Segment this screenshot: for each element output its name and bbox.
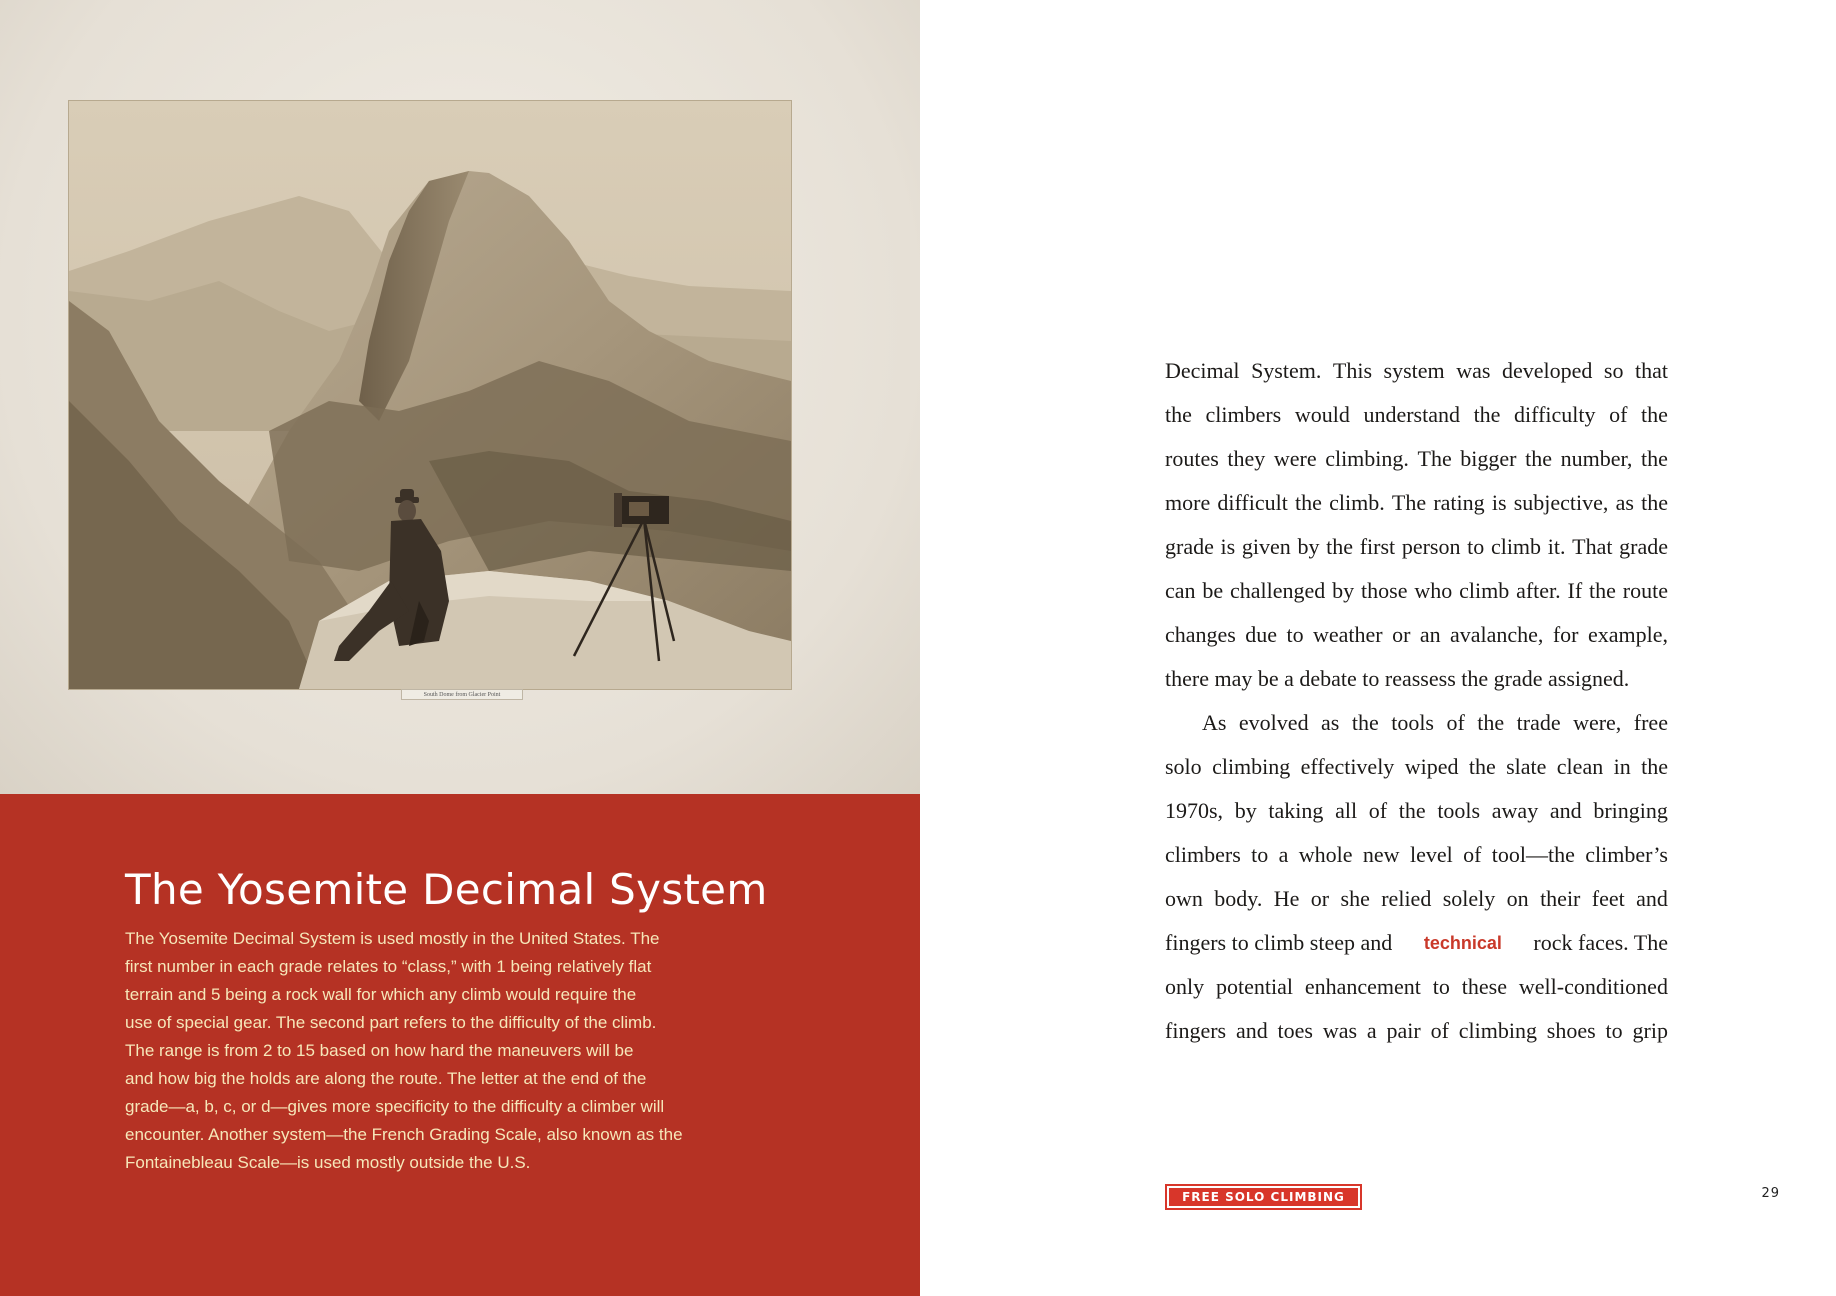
body-word: the (1477, 710, 1505, 735)
body-line: there may be a debate to reassess the grade assigned. (1165, 666, 1630, 691)
body-word: example, (1587, 622, 1668, 647)
body-word: avalanche, (1450, 622, 1544, 647)
sidebar-line: grade—a, b, c, or d—gives more specificity to the difficulty a climber will (125, 1097, 665, 1116)
body-word: climber’s (1585, 842, 1668, 867)
body-word: she (1340, 886, 1370, 911)
body-word: it. (1547, 534, 1566, 559)
body-word: grade (1619, 534, 1668, 559)
body-word: and (1636, 886, 1668, 911)
body-word: as (1321, 710, 1340, 735)
body-text-segment: rock faces. The (1533, 930, 1668, 955)
body-word: difficult (1217, 490, 1288, 515)
body-word: was (1456, 358, 1491, 383)
body-word: climbers (1165, 842, 1241, 867)
body-word: of (1368, 798, 1388, 823)
body-word: by (1332, 578, 1355, 603)
body-word: only (1165, 974, 1205, 999)
body-word: effectively (1300, 754, 1395, 779)
body-word: feet (1591, 886, 1625, 911)
body-word: the (1165, 402, 1192, 427)
body-word: by (1297, 534, 1320, 559)
body-line (1165, 877, 1668, 921)
body-word: to (1467, 534, 1485, 559)
body-word: the (1641, 754, 1668, 779)
body-word: to (1432, 974, 1450, 999)
body-word: climbing. (1325, 446, 1409, 471)
body-word: trade (1516, 710, 1561, 735)
body-word: in (1613, 754, 1631, 779)
body-line (1165, 481, 1668, 525)
body-line (1165, 437, 1668, 481)
sidebar-body (125, 925, 795, 1177)
body-word: the (1589, 578, 1616, 603)
body-word: grip (1632, 1018, 1668, 1043)
body-word: As (1202, 710, 1227, 735)
body-word: of (1430, 1018, 1449, 1043)
body-word: changes (1165, 622, 1236, 647)
body-word: was (1322, 1018, 1358, 1043)
body-word: bringing (1593, 798, 1668, 823)
body-word: He (1273, 886, 1300, 911)
body-word: is (1491, 490, 1507, 515)
body-word: to (1251, 842, 1269, 867)
body-word: That (1572, 534, 1613, 559)
body-word: were (1273, 446, 1317, 471)
body-word: The (1417, 446, 1452, 471)
body-word: system (1383, 358, 1445, 383)
body-text-segment: fingers to climb steep and (1165, 930, 1393, 955)
body-word: the (1641, 402, 1668, 427)
body-line (1165, 525, 1668, 569)
body-word: shoes (1546, 1018, 1596, 1043)
body-word: subjective, (1513, 490, 1609, 515)
body-word: or (1392, 622, 1411, 647)
book-title-label: FREE SOLO CLIMBING (1169, 1188, 1358, 1206)
body-line (1165, 745, 1668, 789)
body-word: for (1552, 622, 1579, 647)
body-word: that (1634, 358, 1668, 383)
body-word: evolved (1238, 710, 1309, 735)
body-word: so (1603, 358, 1624, 383)
body-word: This (1332, 358, 1373, 383)
body-word: Decimal (1165, 358, 1240, 383)
body-word: can (1165, 578, 1196, 603)
body-line (1165, 833, 1668, 877)
body-word: new (1362, 842, 1400, 867)
body-word: the (1525, 446, 1552, 471)
body-word: the (1326, 534, 1354, 559)
body-word: the (1351, 710, 1379, 735)
body-word: the (1473, 402, 1501, 427)
body-word: The (1391, 490, 1427, 515)
body-word: and (1549, 798, 1582, 823)
body-word: of (1609, 402, 1628, 427)
body-word: body. (1214, 886, 1263, 911)
body-line (1165, 349, 1668, 393)
sidebar-box (0, 794, 920, 1296)
body-word: well-conditioned (1518, 974, 1668, 999)
body-word: given (1241, 534, 1291, 559)
body-word: would (1294, 402, 1350, 427)
body-word: grade (1165, 534, 1214, 559)
body-word: fingers (1165, 1018, 1227, 1043)
sidebar-line: use of special gear. The second part refers to the difficulty of the climb. (125, 1013, 657, 1032)
body-word: climbers (1205, 402, 1282, 427)
body-line (1165, 393, 1668, 437)
body-word: these (1461, 974, 1507, 999)
body-word: after. (1516, 578, 1561, 603)
sidebar-line: first number in each grade relates to “class,” with 1 being relatively flat (125, 957, 652, 976)
sidebar-line: and how big the holds are along the route. The letter at the end of the (125, 1069, 647, 1088)
body-line (1165, 1009, 1668, 1053)
body-word: level (1409, 842, 1453, 867)
sidebar-title: The Yosemite Decimal System (125, 865, 768, 914)
body-word: climbing (1458, 1018, 1537, 1043)
page-number: 29 (1761, 1186, 1780, 1201)
body-word: route (1622, 578, 1668, 603)
body-word: and (1235, 1018, 1268, 1043)
body-word: bigger (1460, 446, 1517, 471)
body-word: weather (1313, 622, 1383, 647)
body-word: a (1278, 842, 1289, 867)
body-word: be (1202, 578, 1224, 603)
body-word: were, (1573, 710, 1622, 735)
body-word: to (1286, 622, 1304, 647)
body-word: enhancement (1304, 974, 1421, 999)
photo-mount (0, 0, 920, 794)
body-word: wiped (1404, 754, 1459, 779)
body-word: taking (1268, 798, 1324, 823)
photo-caption: South Dome from Glacier Point (401, 689, 523, 700)
body-word: tool—the (1491, 842, 1575, 867)
body-word: or (1310, 886, 1330, 911)
body-word: away (1491, 798, 1539, 823)
body-word: challenged (1230, 578, 1326, 603)
body-word: slate (1506, 754, 1547, 779)
body-word: their (1540, 886, 1581, 911)
body-line-paragraph-start (1165, 701, 1668, 745)
body-word: solely (1442, 886, 1496, 911)
body-word: number, (1560, 446, 1633, 471)
right-page (920, 0, 1836, 1296)
sidebar-line: encounter. Another system—the French Grading Scale, also known as the (125, 1125, 683, 1144)
body-word: person (1401, 534, 1461, 559)
body-word: whole (1298, 842, 1353, 867)
body-word: rating (1433, 490, 1485, 515)
photo-illustration (69, 101, 791, 689)
body-word: understand (1363, 402, 1460, 427)
body-word: is (1220, 534, 1236, 559)
body-text (1165, 349, 1668, 1053)
body-word: first (1359, 534, 1396, 559)
body-word: 1970s, (1165, 798, 1224, 823)
book-title-badge (1165, 1184, 1362, 1210)
body-word: of (1463, 842, 1482, 867)
sidebar-line: Fontainebleau Scale—is used mostly outside the U.S. (125, 1153, 531, 1172)
body-word: climb (1490, 534, 1542, 559)
body-word: of (1446, 710, 1465, 735)
body-word: the (1468, 754, 1496, 779)
body-word: climb (1459, 578, 1510, 603)
body-word: clean (1556, 754, 1604, 779)
historic-photograph-half-dome (69, 101, 791, 689)
body-line (1165, 789, 1668, 833)
body-line (1165, 613, 1668, 657)
body-word: developed (1501, 358, 1593, 383)
body-word: pair (1386, 1018, 1421, 1043)
body-word: toes (1277, 1018, 1313, 1043)
body-word: due (1245, 622, 1278, 647)
body-word: a (1366, 1018, 1377, 1043)
body-line (1165, 569, 1668, 613)
body-word: the (1641, 490, 1668, 515)
body-word: an (1419, 622, 1441, 647)
body-word: more (1165, 490, 1211, 515)
body-word: tools (1437, 798, 1481, 823)
body-word: the (1641, 446, 1668, 471)
body-line-with-glossary-term (1165, 921, 1668, 965)
body-word: who (1414, 578, 1453, 603)
body-word: as (1615, 490, 1634, 515)
sidebar-line: terrain and 5 being a rock wall for which any climb would require the (125, 985, 637, 1004)
body-word: on (1506, 886, 1529, 911)
body-word: the (1295, 490, 1322, 515)
body-word: solo (1165, 754, 1202, 779)
body-word: to (1605, 1018, 1623, 1043)
body-word: those (1361, 578, 1408, 603)
body-word: climbing (1212, 754, 1291, 779)
body-word: difficulty (1514, 402, 1596, 427)
body-word: If (1567, 578, 1583, 603)
body-word: own (1165, 886, 1203, 911)
body-word: relied (1381, 886, 1432, 911)
body-word: potential (1216, 974, 1293, 999)
body-word: all (1335, 798, 1358, 823)
body-word: tools (1391, 710, 1434, 735)
body-line (1165, 965, 1668, 1009)
sidebar-line: The range is from 2 to 15 based on how hard the maneuvers will be (125, 1041, 634, 1060)
body-word: free (1633, 710, 1668, 735)
body-word: they (1227, 446, 1266, 471)
sidebar-line: The Yosemite Decimal System is used mostly in the United States. The (125, 929, 660, 948)
body-word: the (1398, 798, 1426, 823)
body-word: climb. (1329, 490, 1385, 515)
glossary-term-technical[interactable]: technical (1423, 932, 1502, 953)
body-word: System. (1251, 358, 1322, 383)
body-word: routes (1165, 446, 1219, 471)
body-word: by (1234, 798, 1257, 823)
